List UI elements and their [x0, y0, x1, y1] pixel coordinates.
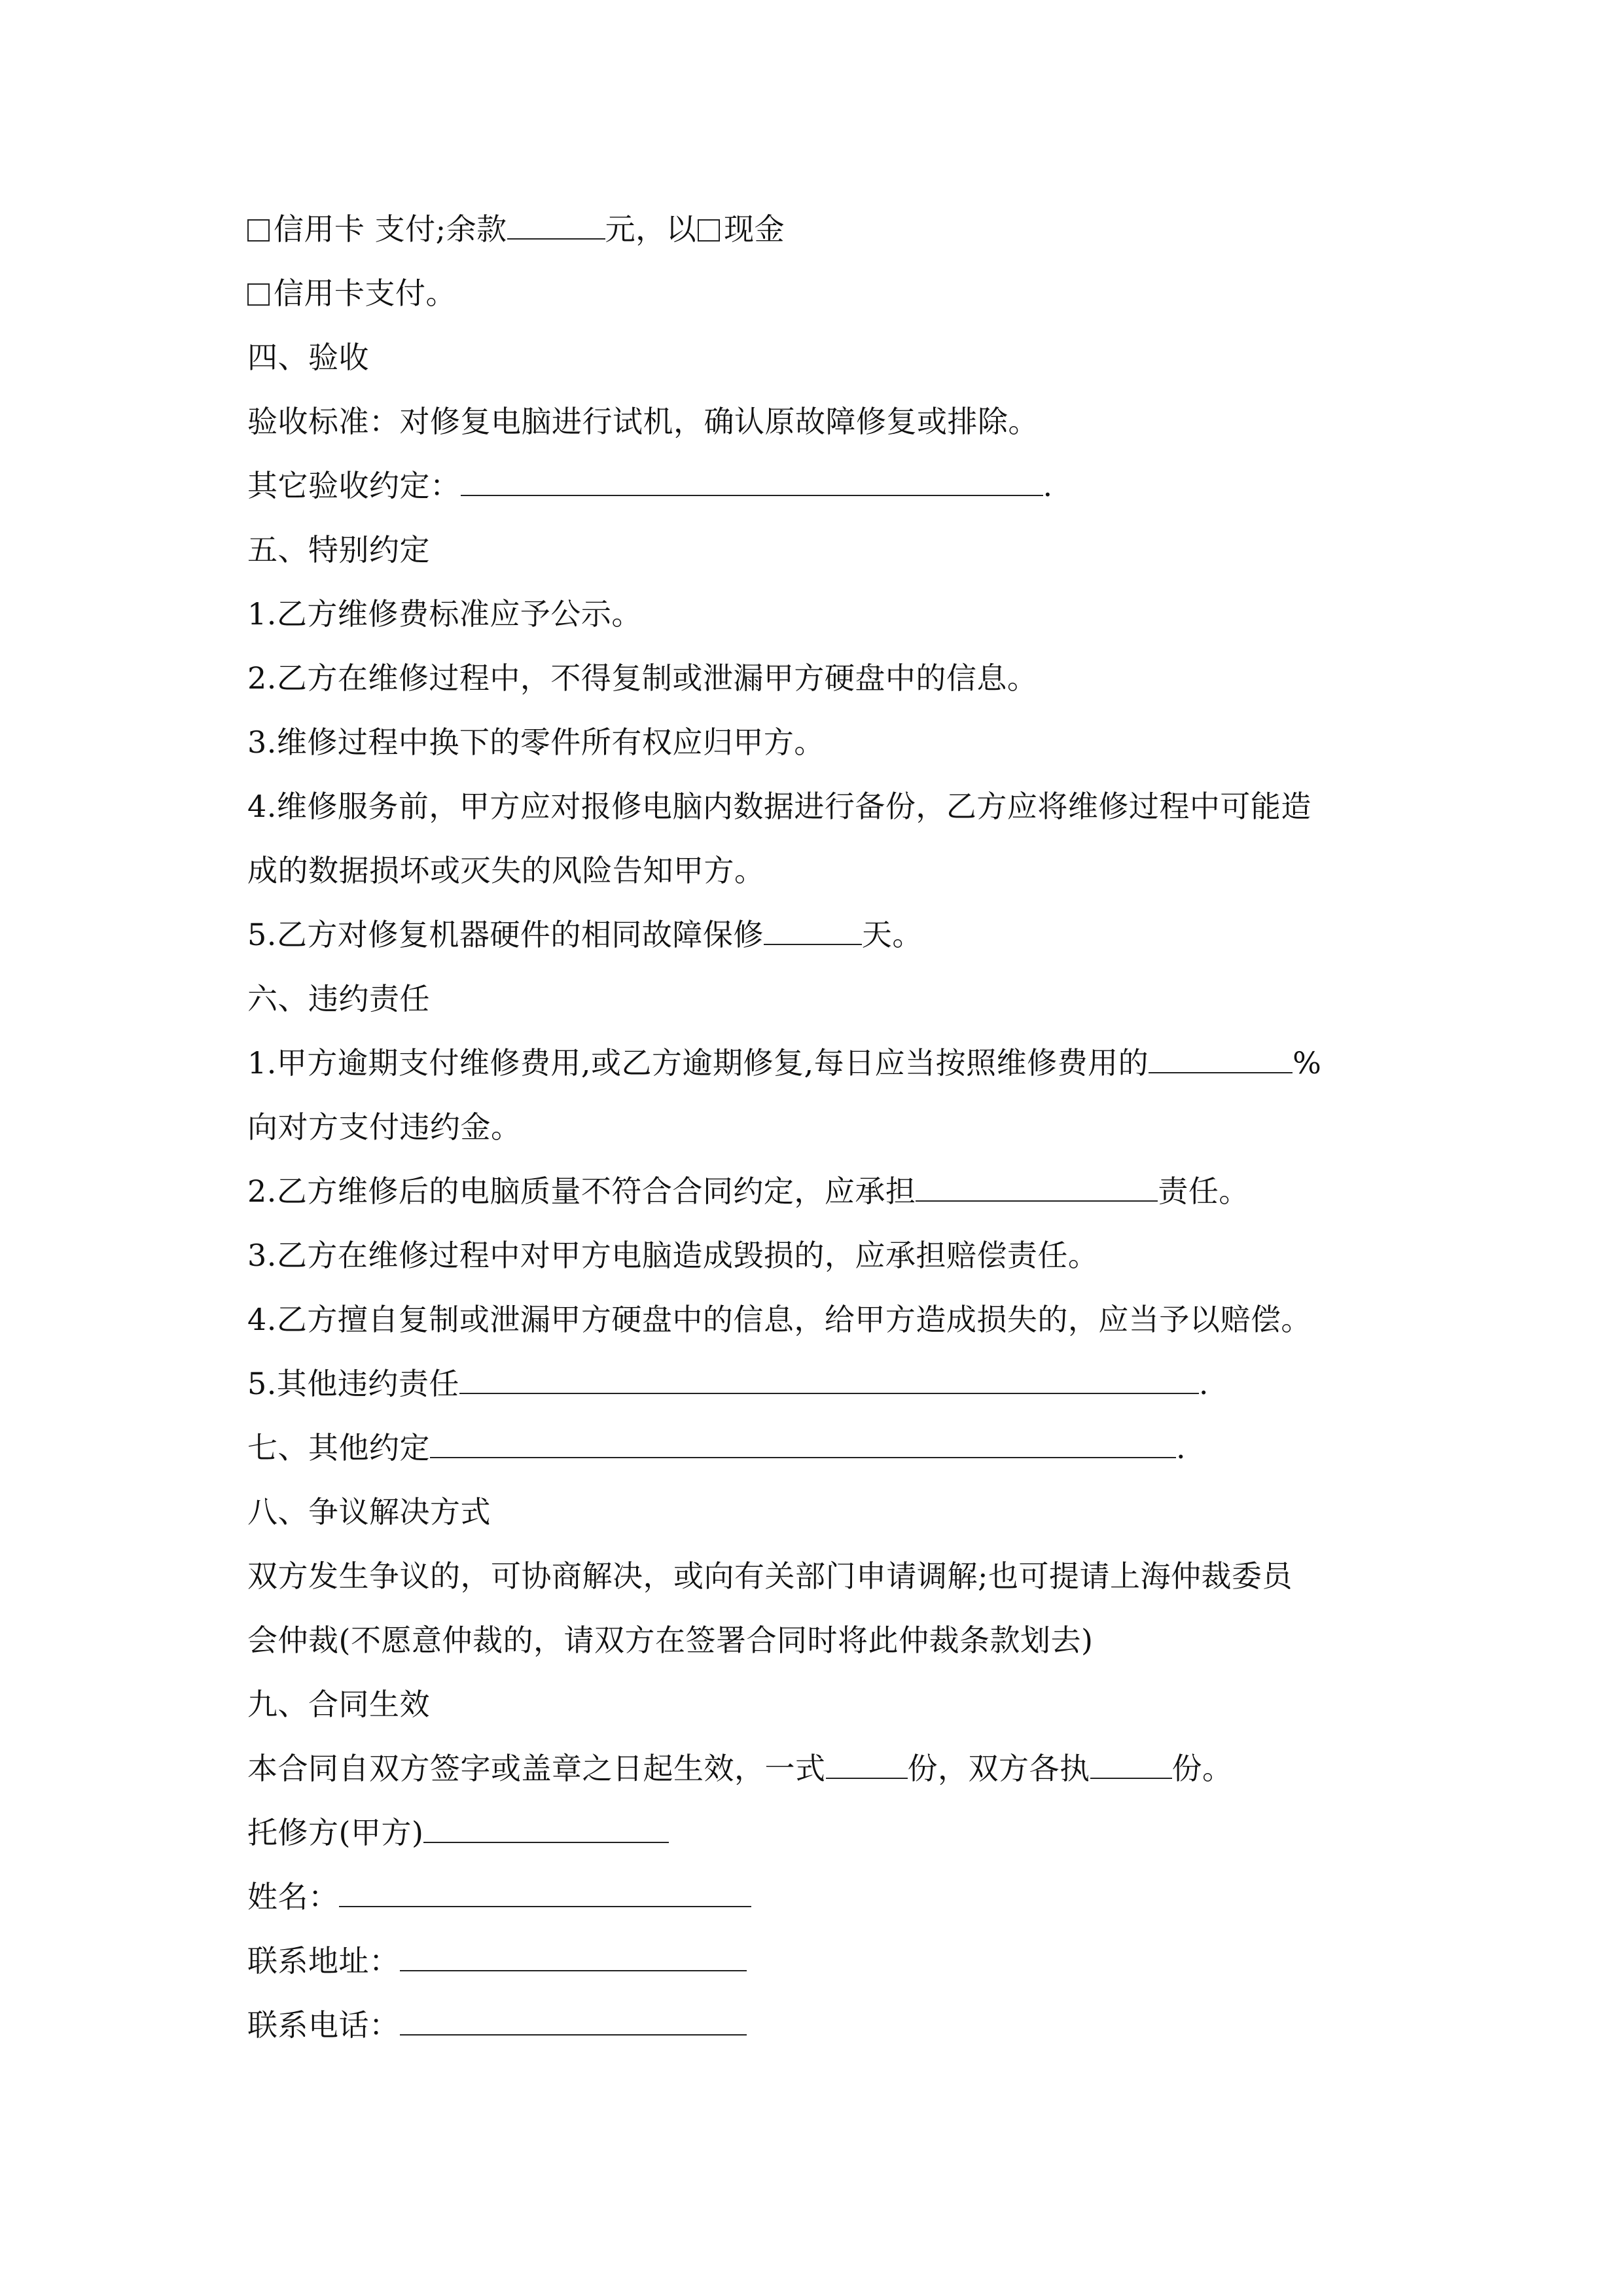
payment-line-2 [247, 274, 456, 313]
special-item-2: 2.乙方在维修过程中，不得复制或泄漏甲方硬盘中的信息。 [247, 660, 1038, 696]
other-acceptance-blank[interactable] [461, 467, 1043, 496]
effect-text-3: 份。 [1171, 1751, 1233, 1786]
other-liability-blank[interactable] [459, 1365, 1199, 1394]
section-4-heading: 四、验收 [247, 340, 369, 375]
liability-blank[interactable] [916, 1173, 1158, 1202]
period: . [1176, 1430, 1186, 1465]
phone-label: 联系电话： [247, 2007, 400, 2043]
other-acceptance-line [247, 466, 1053, 505]
address-label: 联系地址： [247, 1943, 400, 1979]
breach-item-1-text: 1.甲方逾期支付维修费用,或乙方逾期修复,每日应当按照维修费用的 [247, 1045, 1149, 1081]
effect-text: 本合同自双方签字或盖章之日起生效，一式 [247, 1751, 826, 1786]
dispute-line-2: 会仲裁(不愿意仲裁的，请双方在签署合同时将此仲裁条款划去) [247, 1623, 1094, 1658]
section-8-heading: 八、争议解决方式 [247, 1494, 491, 1530]
name-line [247, 1877, 751, 1916]
breach-item-1 [247, 1043, 1321, 1083]
special-item-1: 1.乙方维修费标准应予公示。 [247, 596, 642, 632]
section-7-heading: 七、其他约定 [247, 1430, 430, 1465]
breach-item-3: 3.乙方在维修过程中对甲方电脑造成毁损的，应承担赔偿责任。 [247, 1238, 1099, 1273]
liability-suffix: 责任。 [1158, 1174, 1249, 1209]
warranty-days-unit: 天。 [861, 917, 923, 952]
penalty-percent-blank[interactable] [1149, 1045, 1293, 1073]
address-blank[interactable] [400, 1943, 747, 1971]
client-party-blank[interactable] [423, 1814, 669, 1843]
warranty-text: 5.乙方对修复机器硬件的相同故障保修 [247, 917, 764, 952]
breach-item-2 [247, 1172, 1249, 1211]
payment-line-2-text: 信用卡支付。 [274, 276, 456, 311]
special-item-4-line-2: 成的数据损坏或灭失的风险告知甲方。 [247, 853, 765, 888]
special-item-5 [247, 915, 923, 954]
section-7-line [247, 1428, 1186, 1467]
credit-card-checkbox[interactable] [247, 219, 270, 242]
period: . [1198, 1366, 1209, 1401]
breach-item-2-text: 2.乙方维修后的电脑质量不符合合同约定，应承担 [247, 1174, 916, 1209]
phone-line [247, 2005, 747, 2045]
address-line [247, 1941, 747, 1981]
name-label: 姓名： [247, 1879, 339, 1914]
credit-card-checkbox-2[interactable] [247, 283, 270, 306]
breach-item-1-line-2: 向对方支付违约金。 [247, 1109, 522, 1145]
payment-text-currency: 元，以 [605, 211, 697, 247]
dispute-line-1: 双方发生争议的，可协商解决，或向有关部门申请调解;也可提请上海仲裁委员 [247, 1558, 1293, 1594]
breach-item-5 [247, 1364, 1209, 1403]
percent-sign: % [1293, 1045, 1322, 1081]
effect-line [247, 1749, 1233, 1788]
cash-label: 现金 [724, 211, 785, 247]
special-item-3: 3.维修过程中换下的零件所有权应归甲方。 [247, 725, 825, 760]
acceptance-standard: 验收标准：对修复电脑进行试机，确认原故障修复或排除。 [247, 404, 1039, 439]
period: . [1043, 468, 1053, 503]
special-item-4-line-1: 4.维修服务前，甲方应对报修电脑内数据进行备份，乙方应将维修过程中可能造 [247, 789, 1311, 824]
warranty-days-blank[interactable] [764, 916, 862, 945]
payment-line-1 [247, 209, 785, 249]
effect-text-2: 份，双方各执 [907, 1751, 1090, 1786]
section-6-heading: 六、违约责任 [247, 981, 430, 1016]
section-9-heading: 九、合同生效 [247, 1687, 430, 1722]
client-party-line [247, 1813, 669, 1852]
breach-item-5-text: 5.其他违约责任 [247, 1366, 459, 1401]
copies-each-blank[interactable] [1090, 1750, 1172, 1779]
other-acceptance-label: 其它验收约定： [247, 468, 461, 503]
client-party-label: 托修方(甲方) [247, 1815, 424, 1850]
section-5-heading: 五、特别约定 [247, 532, 430, 567]
breach-item-4: 4.乙方擅自复制或泄漏甲方硬盘中的信息，给甲方造成损失的，应当予以赔偿。 [247, 1302, 1311, 1337]
cash-checkbox[interactable] [698, 219, 720, 242]
payment-text: 信用卡 支付;余款 [274, 211, 507, 247]
name-blank[interactable] [339, 1878, 751, 1907]
copies-total-blank[interactable] [826, 1750, 908, 1779]
balance-amount-blank[interactable] [507, 211, 605, 240]
other-agreement-blank[interactable] [430, 1429, 1176, 1458]
phone-blank[interactable] [400, 2007, 747, 2036]
